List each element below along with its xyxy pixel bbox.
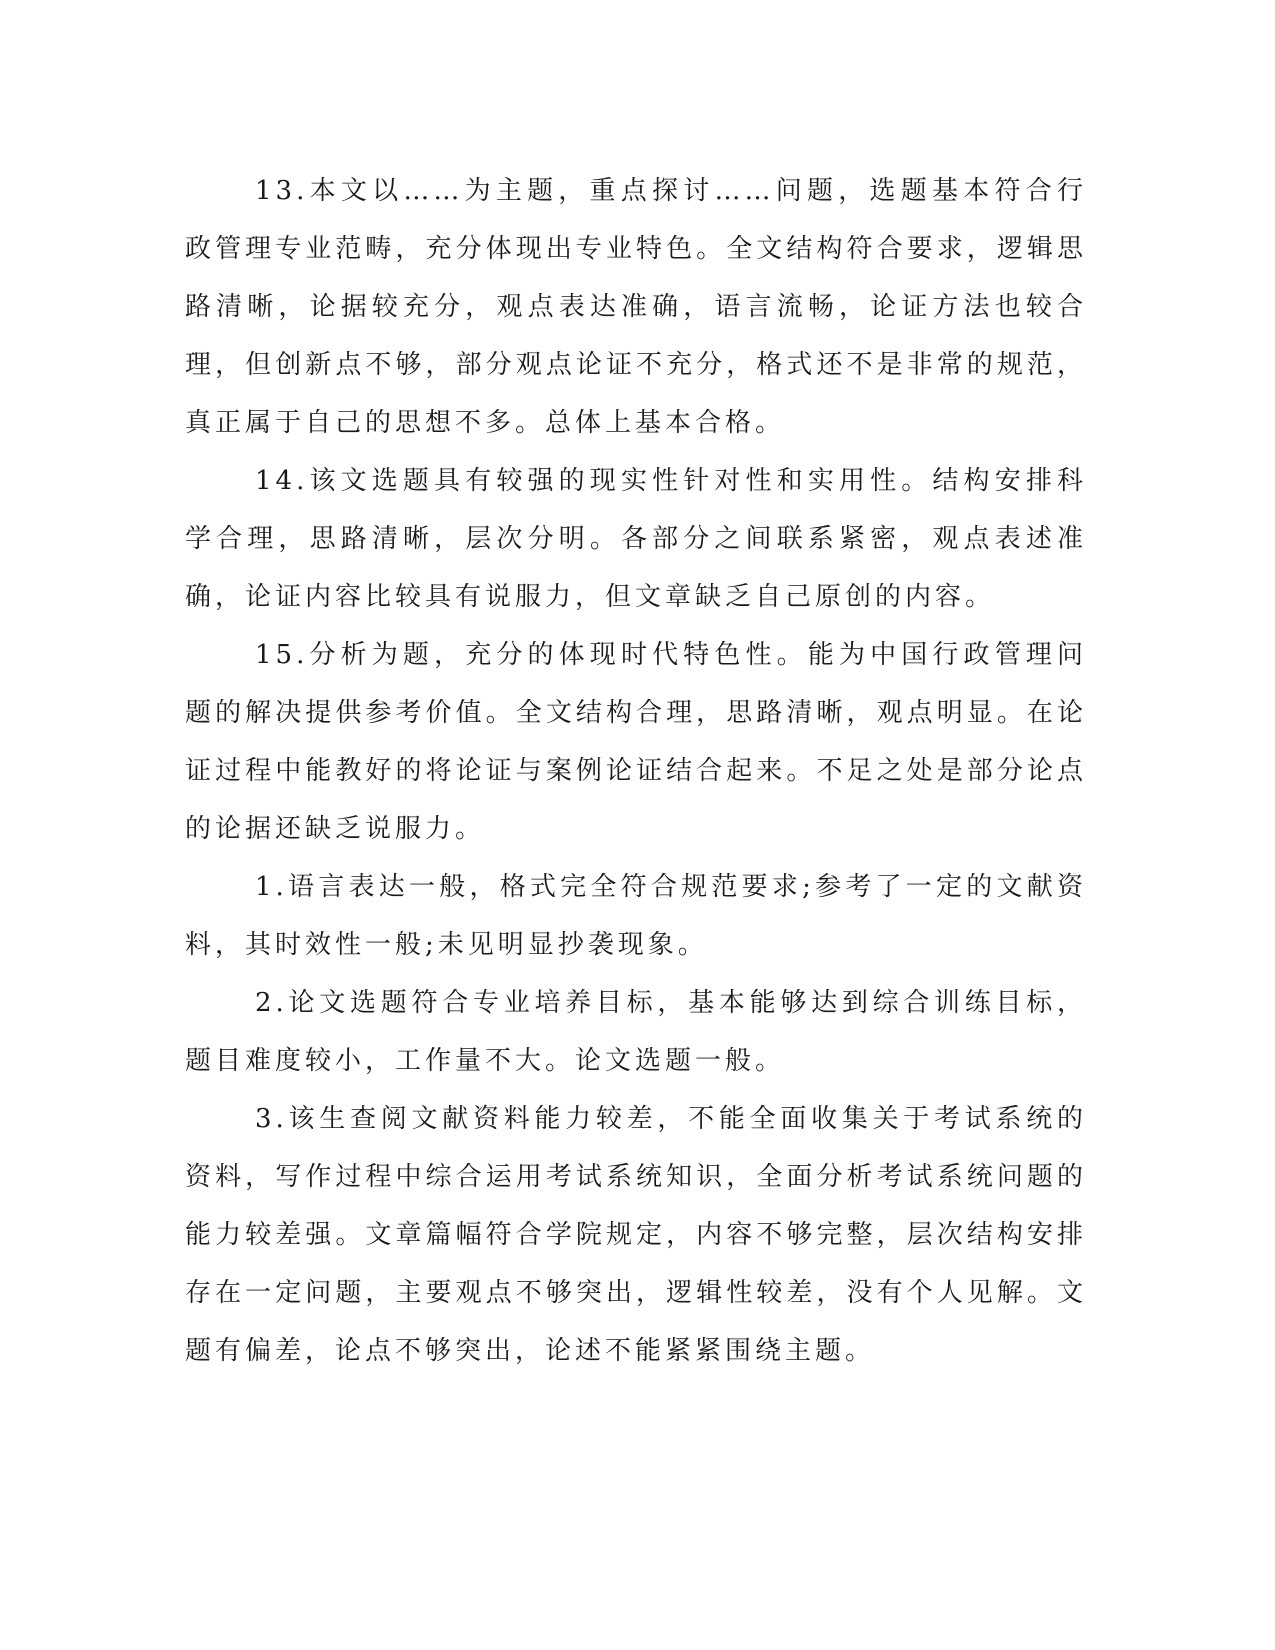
paragraph-1: 1.语言表达一般，格式完全符合规范要求;参考了一定的文献资料，其时效性一般;未见明显抄袭现象。 — [185, 872, 1087, 960]
paragraph-2: 2.论文选题符合专业培养目标，基本能够达到综合训练目标，题目难度较小，工作量不大。论文选题一般。 — [185, 988, 1087, 1076]
paragraph-3: 3.该生查阅文献资料能力较差，不能全面收集关于考试系统的资料，写作过程中综合运用考试系统知识，全面分析考试系统问题的能力较差强。文章篇幅符合学院规定，内容不够完整，层次结构安排存在一定问题，主要观点不够突出，逻辑性较差，没有个人见解。文题有偏差，论点不够突出，论述不能紧紧围绕主题。 — [185, 1104, 1087, 1366]
paragraph-15: 15.分析为题，充分的体现时代特色性。能为中国行政管理问题的解决提供参考价值。全文结构合理，思路清晰，观点明显。在论证过程中能教好的将论证与案例论证结合起来。不足之处是部分论点的论据还缺乏说服力。 — [185, 640, 1087, 844]
paragraph-14: 14.该文选题具有较强的现实性针对性和实用性。结构安排科学合理，思路清晰，层次分明。各部分之间联系紧密，观点表述准确，论证内容比较具有说服力，但文章缺乏自己原创的内容。 — [185, 466, 1087, 612]
paragraph-13: 13.本文以……为主题，重点探讨……问题，选题基本符合行政管理专业范畴，充分体现出专业特色。全文结构符合要求，逻辑思路清晰，论据较充分，观点表达准确，语言流畅，论证方法也较合理，但创新点不够，部分观点论证不充分，格式还不是非常的规范，真正属于自己的思想不多。总体上基本合格。 — [185, 176, 1087, 438]
body-text — [185, 162, 1087, 1380]
